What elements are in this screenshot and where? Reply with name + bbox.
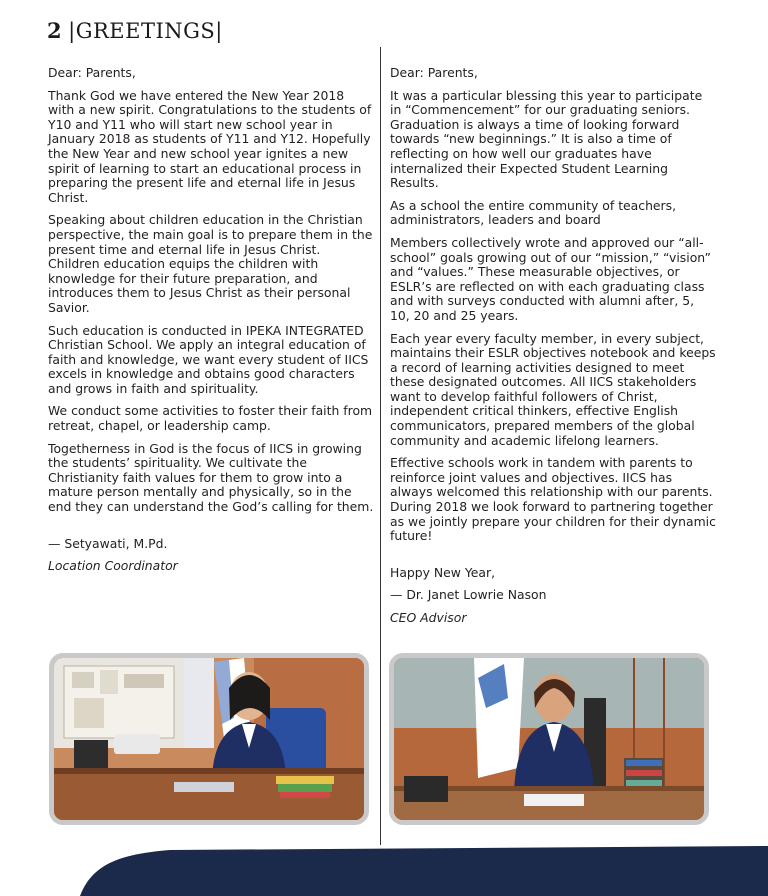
- page-header: [47, 18, 223, 43]
- left-paragraph-2: Speaking about children education in the Christian perspective, the main goal is to prepare them in the present time and eternal life in Jesus Christ. Children education equips the children with knowledge for their future preparation, and introduces them to Jesus Christ as their personal Savior.: [48, 212, 373, 315]
- photo-ceo-advisor: [389, 653, 709, 825]
- right-paragraph-1: It was a particular blessing this year to participate in “Commencement” for our graduating seniors. Graduation is always a time of looking forward towards “new beginnings.” It is also a time of reflecting on how well our graduates have internalized their Expected Student Learning Results.: [390, 87, 703, 191]
- office-photo-left: [54, 658, 364, 820]
- left-paragraph-4: We conduct some activities to foster their faith from retreat, chapel, or leadership camp.: [48, 403, 373, 434]
- photo-location-coordinator: [49, 653, 369, 825]
- left-paragraph-3: Such education is conducted in IPEKA INTEGRATED Christian School. We apply an integral education of faith and knowledge, we want every student of IICS excels in knowledge and obtains good characters and grows in faith and spirituality.: [48, 322, 369, 396]
- right-paragraph-2: As a school the entire community of teachers, administrators, leaders and board: [390, 197, 677, 228]
- right-paragraph-3: Members collectively wrote and approved our “all-school” goals growing out of our “mission,” “vision” and “values.” These measurable objectives, or ESLR’s are reflected on with each graduating class and with surveys conducted with alumni after, 5, 10, 20 and 25 years.: [390, 234, 711, 323]
- footer-navy-band: [0, 846, 768, 896]
- right-closing: Happy New Year,: [390, 564, 496, 580]
- left-salutation: Dear: Parents,: [48, 65, 136, 80]
- left-role: Location Coordinator: [48, 558, 178, 574]
- right-paragraph-5: Effective schools work in tandem with parents to reinforce joint values and objectives. IICS has always welcomed this relationship with our parents. During 2018 we look forward to partnering together as we jointly prepare your children for their dynamic future!: [390, 455, 716, 544]
- left-signature: — Setyawati, M.Pd.: [48, 535, 168, 551]
- right-letter: [390, 66, 716, 634]
- right-role: CEO Advisor: [390, 610, 467, 625]
- left-letter: [48, 66, 374, 582]
- left-paragraph-1: Thank God we have entered the New Year 2018 with a new spirit. Congratulations to the students of Y10 and Y11 who will start new school year in January 2018 as students of Y11 and Y12. Hopefully the New Year and new school year ignites a new spirit of learning to start an educational process in preparing the present life and eternal life in Jesus Christ.: [48, 87, 372, 205]
- left-spacer: [48, 523, 374, 537]
- footer-wave-shape: [0, 846, 768, 896]
- page-number: 2: [47, 18, 63, 43]
- right-signature: — Dr. Janet Lowrie Nason: [390, 587, 547, 603]
- right-spacer: [390, 552, 716, 566]
- right-salutation: Dear: Parents,: [390, 65, 478, 80]
- office-photo-right: [394, 658, 704, 820]
- column-divider: [380, 47, 381, 845]
- left-paragraph-5: Togetherness in God is the focus of IICS in growing the students’ spirituality. We cultivate the Christianity faith values for them to grow into a mature person mentally and physically, so in the end they can understand the God’s calling for them.: [48, 440, 374, 515]
- section-title: |GREETINGS|: [68, 19, 223, 43]
- right-paragraph-4: Each year every faculty member, in every subject, maintains their ESLR objectives notebook and keeps a record of learning activities designed to meet these designated outcomes. All IICS stakeholders want to develop faithful followers of Christ, independent critical thinkers, effective English communicators, prepared members of the global community and academic lifelong learners.: [390, 330, 716, 448]
